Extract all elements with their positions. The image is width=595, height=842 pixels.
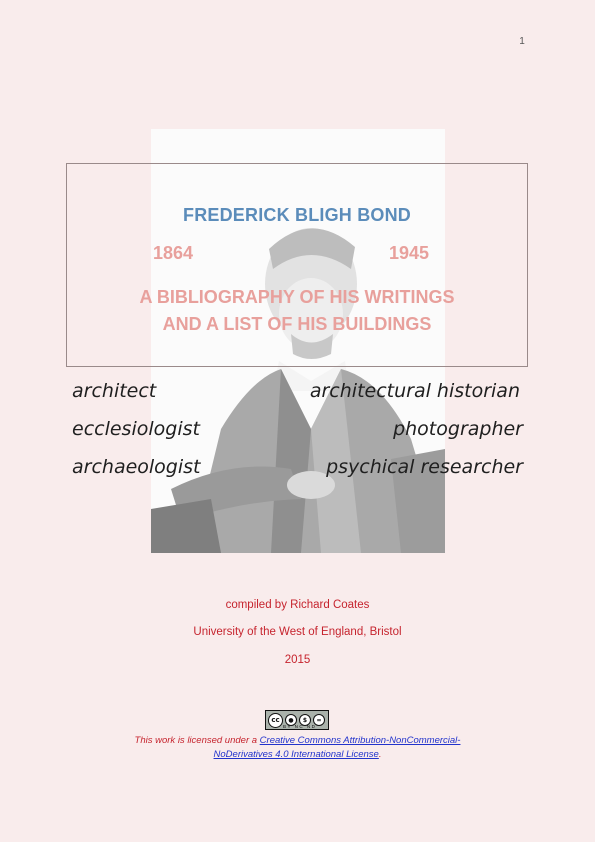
license-notice (60, 734, 535, 762)
license-suffix: . (378, 749, 382, 760)
badge-sub-label: BY NC ND (283, 724, 317, 729)
publication-year: 2015 (284, 654, 311, 666)
by-icon: ● (285, 714, 297, 726)
cc-icon: cc (268, 713, 283, 728)
birth-year: 1864 (153, 243, 194, 263)
license-link-line-1[interactable]: Creative Commons Attribution-NonCommercial- (259, 735, 461, 746)
license-prefix: This work is licensed under a (134, 735, 260, 746)
subject-name: FREDERICK BLIGH BOND (183, 205, 411, 225)
bibliography-subtitle (67, 284, 527, 338)
page-number: 1 (519, 36, 525, 47)
cc-license-badge[interactable] (265, 710, 329, 730)
noderivatives-icon: = (313, 714, 325, 726)
subtitle-line-1: A BIBLIOGRAPHY OF HIS WRITINGS (139, 287, 455, 307)
death-year: 1945 (389, 243, 430, 263)
role-architectural-historian: architectural historian (309, 380, 520, 402)
title-box (66, 163, 528, 367)
subtitle-line-2: AND A LIST OF HIS BUILDINGS (162, 314, 432, 334)
role-architect: architect (72, 380, 157, 402)
role-archaeologist: archaeologist (72, 456, 201, 478)
license-link-line-2[interactable]: NoDerivatives 4.0 International License (213, 749, 379, 760)
compiler-credit: compiled by Richard Coates (225, 599, 370, 611)
institution: University of the West of England, Bristol (193, 626, 402, 638)
role-photographer: photographer (393, 418, 523, 440)
noncommercial-icon: $ (299, 714, 311, 726)
role-ecclesiologist: ecclesiologist (72, 418, 200, 440)
role-psychical-researcher: psychical researcher (326, 456, 523, 478)
